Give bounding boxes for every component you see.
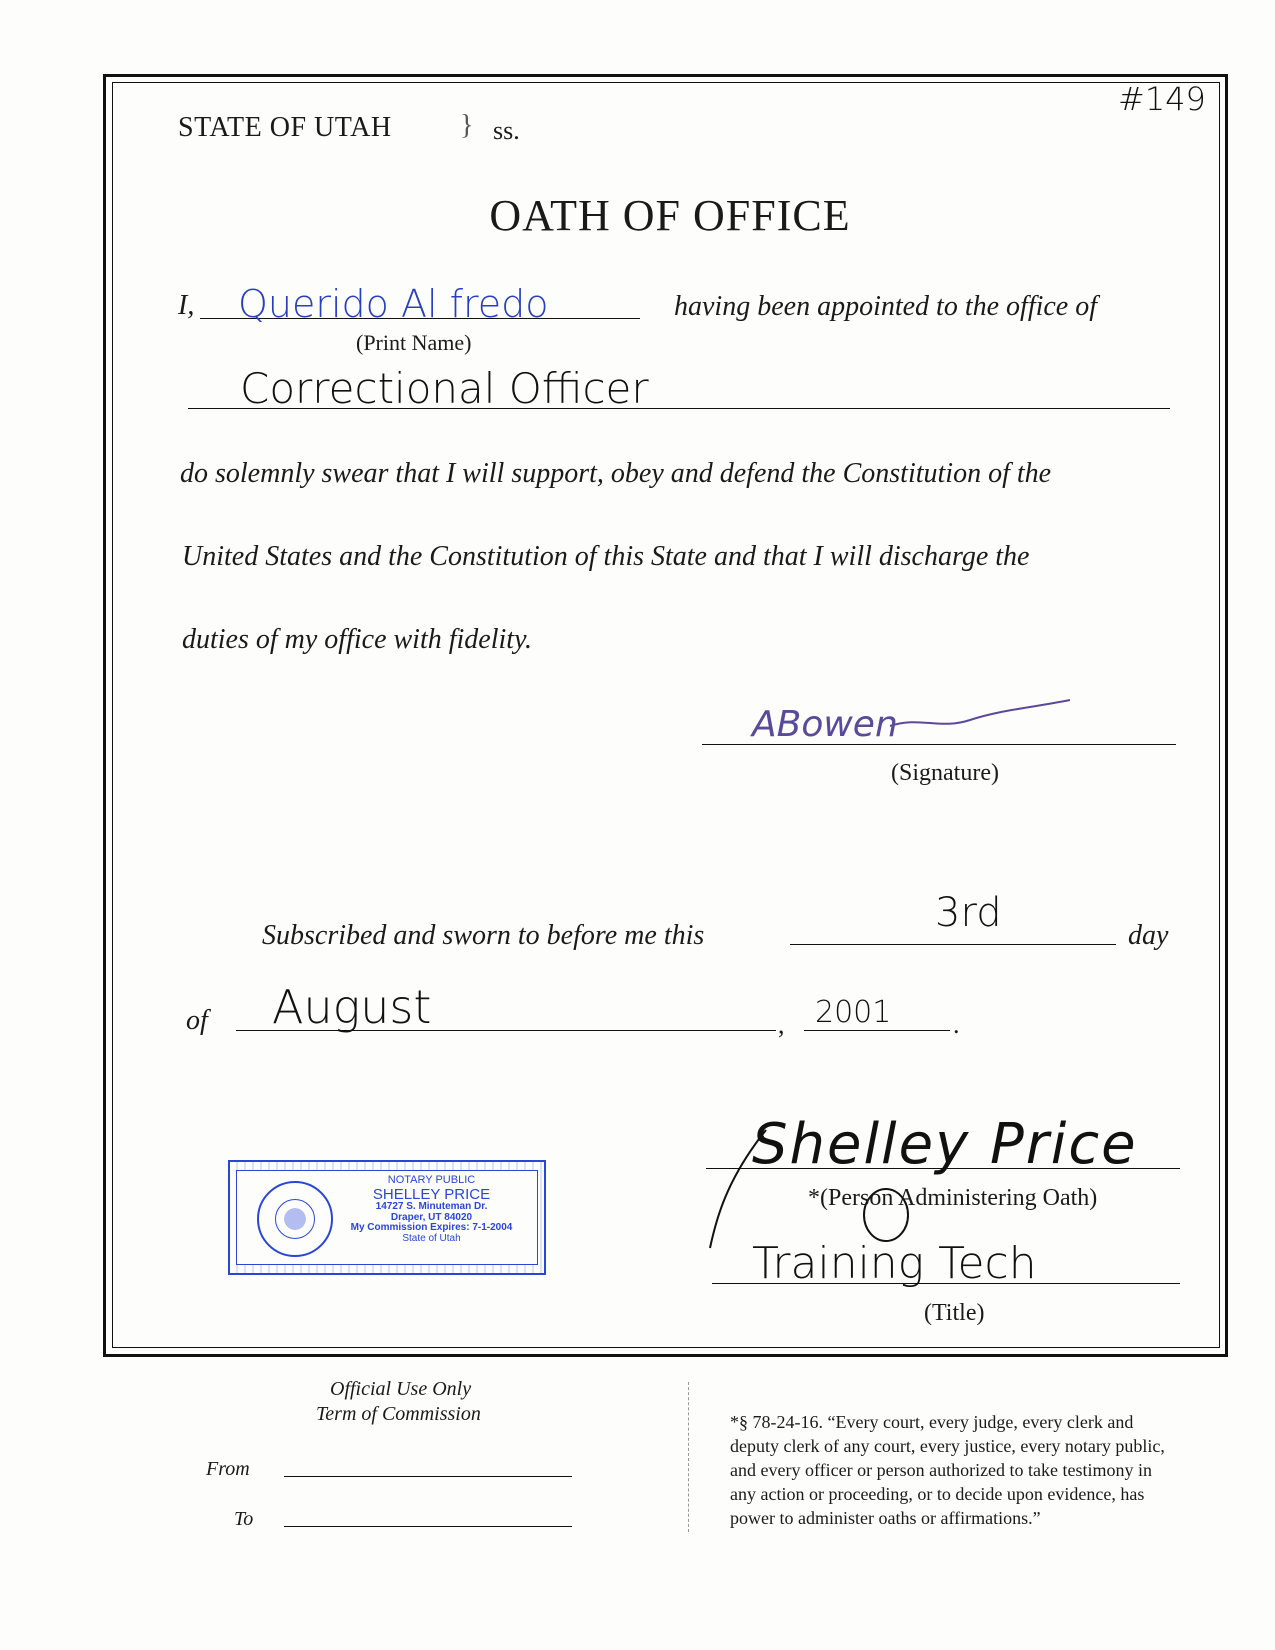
day-handwritten: 3rd	[935, 890, 1002, 936]
signature-flourish	[880, 696, 1080, 736]
from-label: From	[206, 1458, 250, 1480]
oath-body-line1: do solemnly swear that I will support, obey and defend the Constitution of the	[180, 458, 1052, 489]
title-handwritten: Training Tech	[752, 1238, 1037, 1289]
name-handwritten: Querido Al fredo	[238, 282, 549, 326]
subscribed-text: Subscribed and sworn to before me this	[262, 920, 705, 951]
venue-state: STATE OF UTAH	[178, 112, 392, 143]
stamp-line4: Draper, UT 84020	[390, 1211, 473, 1223]
administrator-signature-handwritten: Shelley Price	[752, 1112, 1138, 1177]
signature-handwritten: ABowen	[752, 704, 898, 745]
page-title: OATH OF OFFICE	[489, 191, 851, 240]
page-number: #149	[1118, 80, 1206, 118]
signature-label: (Signature)	[891, 760, 999, 786]
month-handwritten: August	[272, 980, 432, 1034]
statute-line2: deputy clerk of any court, every justice, every notary public,	[730, 1436, 1165, 1456]
column-divider	[688, 1382, 689, 1532]
administrator-label: *(Person Administering Oath)	[808, 1185, 1098, 1211]
stamp-line3: 14727 S. Minuteman Dr.	[375, 1201, 488, 1213]
venue-brace: }	[460, 110, 474, 141]
year-handwritten: 2001	[815, 995, 892, 1030]
notary-stamp	[228, 1160, 546, 1275]
to-label: To	[234, 1508, 254, 1530]
day-label: day	[1128, 920, 1169, 951]
statute-line5: power to administer oaths or affirmations.”	[730, 1508, 1041, 1528]
of-label: of	[186, 1005, 208, 1036]
oath-prefix: I,	[178, 290, 195, 321]
stamp-line6: State of Utah	[402, 1232, 461, 1244]
print-name-label: (Print Name)	[356, 330, 472, 355]
statute-text	[730, 1410, 1250, 1530]
from-line	[284, 1476, 572, 1477]
statute-line4: any action or proceeding, or to decide upon evidence, has	[730, 1484, 1145, 1504]
official-use-heading: Official Use Only	[330, 1378, 472, 1400]
year-line	[804, 1030, 950, 1031]
term-of-commission-heading: Term of Commission	[316, 1403, 481, 1425]
oath-body-line2: United States and the Constitution of this State and that I will discharge the	[182, 541, 1030, 572]
stamp-line5: My Commission Expires: 7-1-2004	[350, 1222, 513, 1234]
venue-ss: ss.	[493, 116, 520, 145]
stamp-line1: NOTARY PUBLIC	[387, 1174, 476, 1186]
day-line	[790, 944, 1116, 945]
title-label: (Title)	[924, 1300, 985, 1326]
appointed-text: having been appointed to the office of	[674, 291, 1098, 322]
oath-body-line3: duties of my office with fidelity.	[182, 624, 532, 655]
office-handwritten: Correctional Officer	[240, 364, 649, 413]
year-period: .	[953, 1010, 960, 1039]
month-comma: ,	[778, 1010, 785, 1039]
statute-line1: *§ 78-24-16. “Every court, every judge, every clerk and	[730, 1412, 1134, 1432]
to-line	[284, 1526, 572, 1527]
stamp-line2: SHELLEY PRICE	[372, 1185, 491, 1203]
statute-line3: and every officer or person authorized to take testimony in	[730, 1460, 1153, 1480]
state-seal	[257, 1181, 333, 1257]
